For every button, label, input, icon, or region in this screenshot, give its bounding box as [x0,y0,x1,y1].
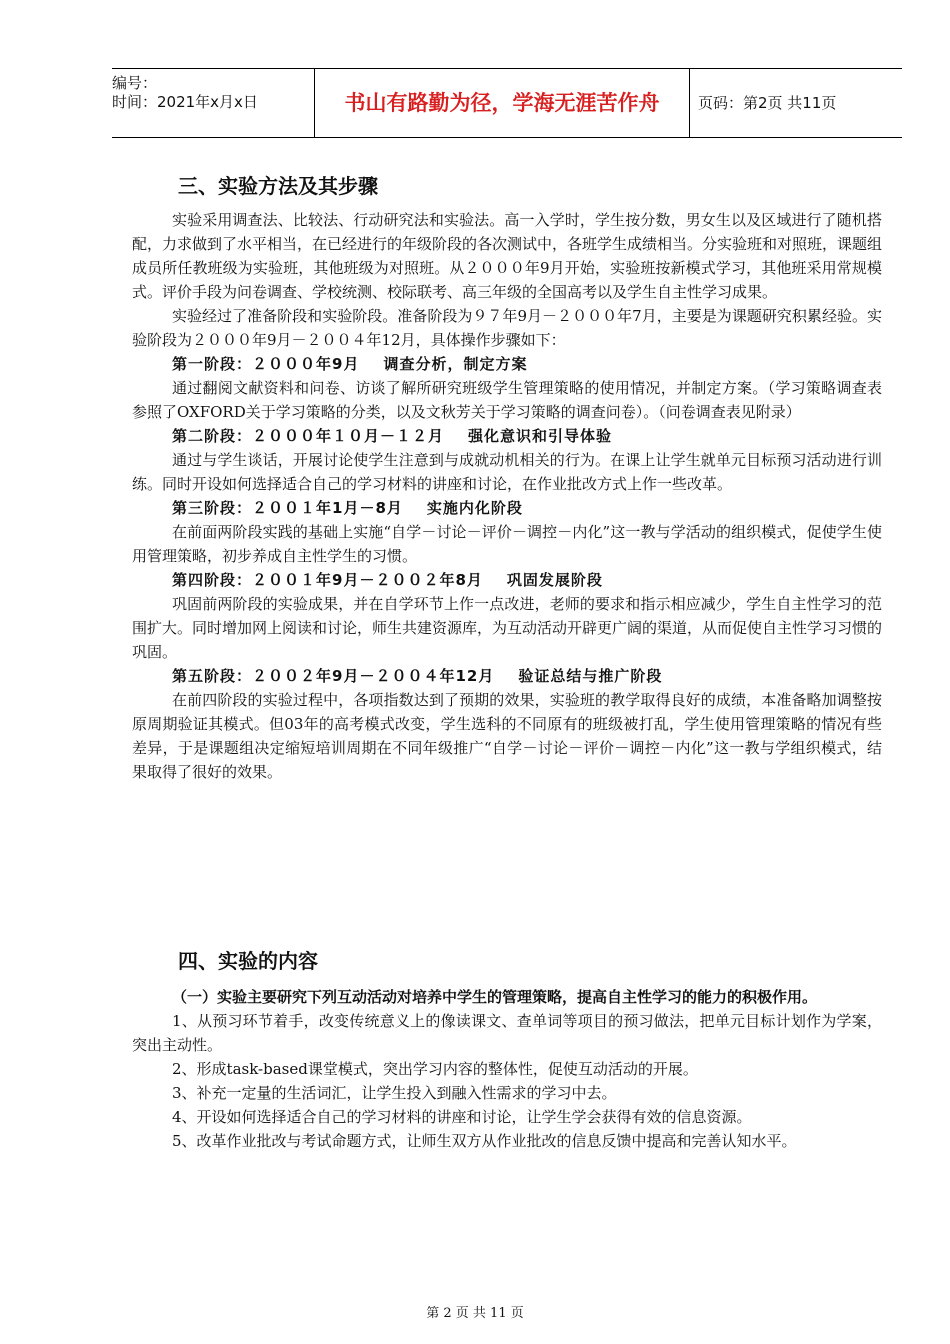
stage-heading: 第一阶段：２０００年9月 调查分析，制定方案 [172,355,528,373]
list-item: 1、从预习环节着手，改变传统意义上的像读课文、查单词等项目的预习做法，把单元目标计划作为学案，突出主动性。 [132,1012,882,1054]
page-header [112,68,902,138]
header-meta [112,69,312,137]
stage-heading: 第二阶段：２０００年１０月－１２月 强化意识和引导体验 [172,427,613,445]
stage-body: 巩固前两阶段的实验成果，并在自学环节上作一点改进，老师的要求和指示相应减少，学生自主性学习的范围扩大。同时增加网上阅读和讨论，师生共建资源库，为互动活动开辟更广阔的渠道，从而促使自主性学习习惯的巩固。 [132,595,883,661]
paragraph: 实验经过了准备阶段和实验阶段。准备阶段为９７年9月－２０００年7月，主要是为课题研究积累经验。实验阶段为２０００年9月－２００４年12月，具体操作步骤如下： [132,307,882,349]
stage-body: 在前四阶段的实验过程中，各项指数达到了预期的效果，实验班的教学取得良好的成绩，本准备略加调整按原周期验证其模式。但03年的高考模式改变，学生选科的不同原有的班级被打乱，学生使用管理策略的情况有些差异，于是课题组决定缩短培训周期在不同年级推广“自学－讨论－评价－调控－内化”这一教与学组织模式，结果取得了很好的效果。 [132,691,882,781]
page-label: 页码：第2页 共11页 [698,94,837,112]
list-item: 4、开设如何选择适合自己的学习材料的讲座和讨论，让学生学会获得有效的信息资源。 [172,1108,752,1126]
stage-heading: 第三阶段：２００１年1月－8月 实施内化阶段 [172,499,523,517]
list-item: 5、改革作业批改与考试命题方式，让师生双方从作业批改的信息反馈中提高和完善认知水平。 [172,1132,797,1150]
stage-body: 在前面两阶段实践的基础上实施“自学－讨论－评价－调控－内化”这一教与学活动的组织模式，促使学生使用管理策略，初步养成自主性学生的习惯。 [132,523,882,565]
subsection-heading: （一）实验主要研究下列互动活动对培养中学生的管理策略，提高自主性学习的能力的积极作用。 [172,988,818,1006]
paragraph: 实验采用调查法、比较法、行动研究法和实验法。高一入学时，学生按分数，男女生以及区域进行了随机搭配，力求做到了水平相当，在已经进行的年级阶段的各次测试中，各班学生成绩相当。分实验班和对照班，课题组成员所任教班级为实验班，其他班级为对照班。从２０００年9月开始，实验班按新模式学习，其他班采用常规模式。评价手段为问卷调查、学校统测、校际联考、高三年级的全国高考以及学生自主性学习成果。 [132,211,883,301]
motto: 书山有路勤为径，学海无涯苦作舟 [314,69,690,137]
page-footer: 第 2 页 共 11 页 [426,1306,524,1321]
stage-heading: 第五阶段：２００２年9月－２００４年12月 验证总结与推广阶段 [172,667,663,685]
stage-body: 通过翻阅文献资料和问卷、访谈了解所研究班级学生管理策略的使用情况，并制定方案。（学习策略调查表参照了OXFORD关于学习策略的分类，以及文秋芳关于学习策略的调查问卷）。（问卷调查表见附录） [132,379,882,421]
content-body [132,985,882,1153]
section-title-content: 四、实验的内容 [178,949,318,973]
time-label: 时间：2021年x月x日 [112,93,258,111]
number-label: 编号： [112,74,158,92]
list-item: 2、形成task-based课堂模式，突出学习内容的整体性，促使互动活动的开展。 [172,1060,698,1078]
list-item: 3、补充一定量的生活词汇，让学生投入到融入性需求的学习中去。 [172,1084,617,1102]
stage-body: 通过与学生谈话，开展讨论使学生注意到与成就动机相关的行为。在课上让学生就单元目标预习活动进行训练。同时开设如何选择适合自己的学习材料的讲座和讨论，在作业批改方式上作一些改革。 [132,451,882,493]
stage-heading: 第四阶段：２００１年9月－２００２年8月 巩固发展阶段 [172,571,603,589]
methods-body [132,208,882,784]
section-title-methods: 三、实验方法及其步骤 [178,174,378,198]
